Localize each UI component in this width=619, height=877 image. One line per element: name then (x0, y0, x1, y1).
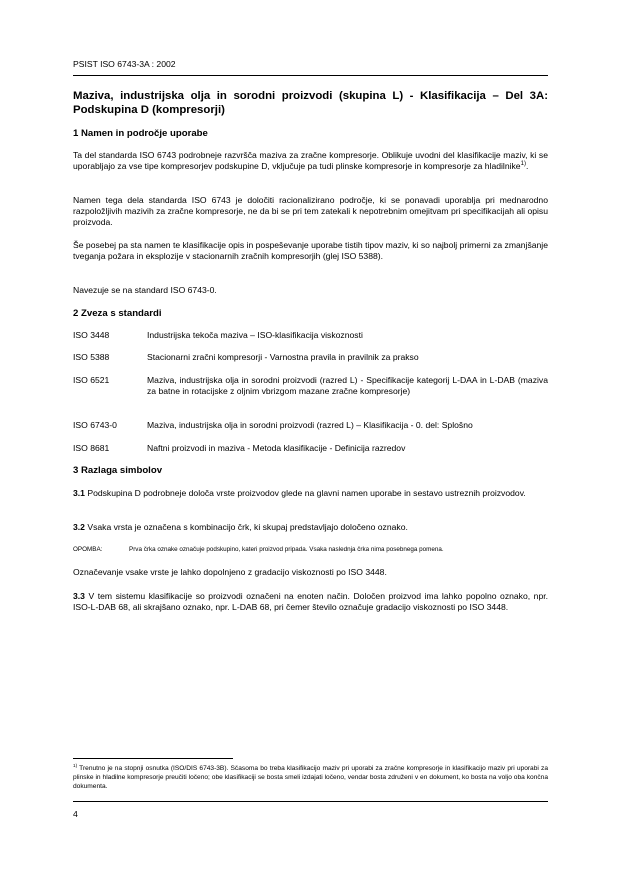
clause-text: Vsaka vrsta je označena s kombinacijo črk, ki skupaj predstavljajo določeno oznako. (87, 522, 408, 532)
section-1-heading: 1 Namen in področje uporabe (73, 128, 208, 139)
gradation-paragraph: Označevanje vsake vrste je lahko dopolnjeno z gradacijo viskoznosti po ISO 3448. (73, 567, 387, 577)
reference-description: Stacionarni zračni kompresorji - Varnostna pravila in pravilnik za prakso (147, 352, 419, 362)
reference-row (73, 443, 548, 454)
section-1-paragraph-1-text: Ta del standarda ISO 6743 podrobneje razvršča maziva za zračne kompresorje. Oblikuje uvodni del klasifikacije maziv, ki se uporabljajo za vse tipe kompresorjev podskupine D, vključuje pa tudi plinske kompresorje in kompresorje za hladilnike (73, 150, 548, 172)
reference-code: ISO 5388 (73, 352, 110, 362)
footnote (73, 764, 548, 792)
footnote-text: Trenutno je na stopnji osnutka (ISO/DIS 6743-3B). Sčasoma bo treba klasifikacijo maziv pri uporabi za zračne kompresorje in klasifikacijo maziv pri uporabi za plinske in hladilne kompresorje preučiti ločeno; obe klasifikaciji se bosta smeli izdajati ločeno, vendar bosta združeni v en dokument, ko bosta na voljo oba končna dokumenta. (73, 765, 548, 791)
footnote-marker: 1) (73, 762, 78, 768)
clause-3-3 (73, 591, 548, 613)
footer-rule (73, 801, 548, 802)
section-1-paragraph-4: Navezuje se na standard ISO 6743-0. (73, 285, 217, 295)
section-1-paragraph-2: Namen tega dela standarda ISO 6743 je določiti racionalizirano področje, ki se ponavadi uporablja pri mednarodno razpoložljivih mazivih za zračne kompresorje, ne da bi se pri tem zatekali k nepotrebnim omejitvam pri specifikacijah ali opisu proizvoda. (73, 195, 548, 228)
clause-3-1 (73, 488, 548, 499)
note-text: Prva črka oznake označuje podskupino, kateri proizvod pripada. Vsaka naslednja črka nima posebnega pomena. (129, 546, 444, 553)
reference-description: Industrijska tekoča maziva – ISO-klasifikacija viskoznosti (147, 330, 363, 340)
footnote-reference: 1) (520, 161, 526, 168)
reference-code: ISO 6521 (73, 375, 110, 385)
document-title: Maziva, industrijska olja in sorodni proizvodi (skupina L) - Klasifikacija – Del 3A: Podskupina D (kompresorji) (73, 90, 548, 116)
reference-code: ISO 3448 (73, 330, 110, 340)
reference-row (73, 330, 548, 341)
reference-row (73, 352, 548, 363)
section-1-paragraph-1 (73, 150, 548, 172)
reference-description: Naftni proizvodi in maziva - Metoda klasifikacije - Definicija razredov (147, 443, 406, 453)
reference-row (73, 375, 548, 397)
clause-number: 3.2 (73, 522, 85, 532)
reference-code: ISO 6743-0 (73, 420, 117, 430)
note-label: OPOMBA: (73, 546, 103, 553)
reference-row (73, 420, 548, 431)
section-1-paragraph-1-end: . (525, 161, 529, 172)
clause-text: Podskupina D podrobneje določa vrste proizvodov glede na glavni namen uporabe in sestavo ustreznih proizvodov. (87, 488, 526, 498)
reference-description: Maziva, industrijska olja in sorodni proizvodi (razred L) – Klasifikacija - 0. del: Splošno (147, 420, 473, 430)
page-number: 4 (73, 809, 78, 819)
header-rule (73, 75, 548, 76)
clause-text: V tem sistemu klasifikacije so proizvodi označeni na enoten način. Določen proizvod ima lahko popolno oznako, npr. ISO-L-DAB 68, ali skrajšano oznako, npr. L-DAB 68, pri čemer število označuje gradacijo viskoznosti po ISO 3448. (73, 591, 548, 613)
running-header: PSIST ISO 6743-3A : 2002 (73, 59, 176, 69)
section-3-heading: 3 Razlaga simbolov (73, 465, 163, 476)
section-2-heading: 2 Zveza s standardi (73, 308, 162, 319)
footnote-separator (73, 758, 233, 759)
section-1-paragraph-3: Še posebej pa sta namen te klasifikacije opis in pospeševanje uporabe tistih tipov maziv, ki so najbolj primerni za zmanjšanje tveganja požara in eksplozije v stacionarnih zračnih kompresorjih (glej ISO 5388). (73, 240, 548, 262)
clause-number: 3.1 (73, 488, 85, 498)
note (73, 546, 548, 554)
reference-description: Maziva, industrijska olja in sorodni proizvodi (razred L) - Specifikacije kategorij L-DAA in L-DAB (maziva za batne in rotacijske z oljnim vbrizgom mazane zračne kompresorje) (147, 375, 548, 397)
clause-number: 3.3 (73, 591, 85, 601)
clause-3-2 (73, 522, 548, 533)
reference-code: ISO 8681 (73, 443, 110, 453)
